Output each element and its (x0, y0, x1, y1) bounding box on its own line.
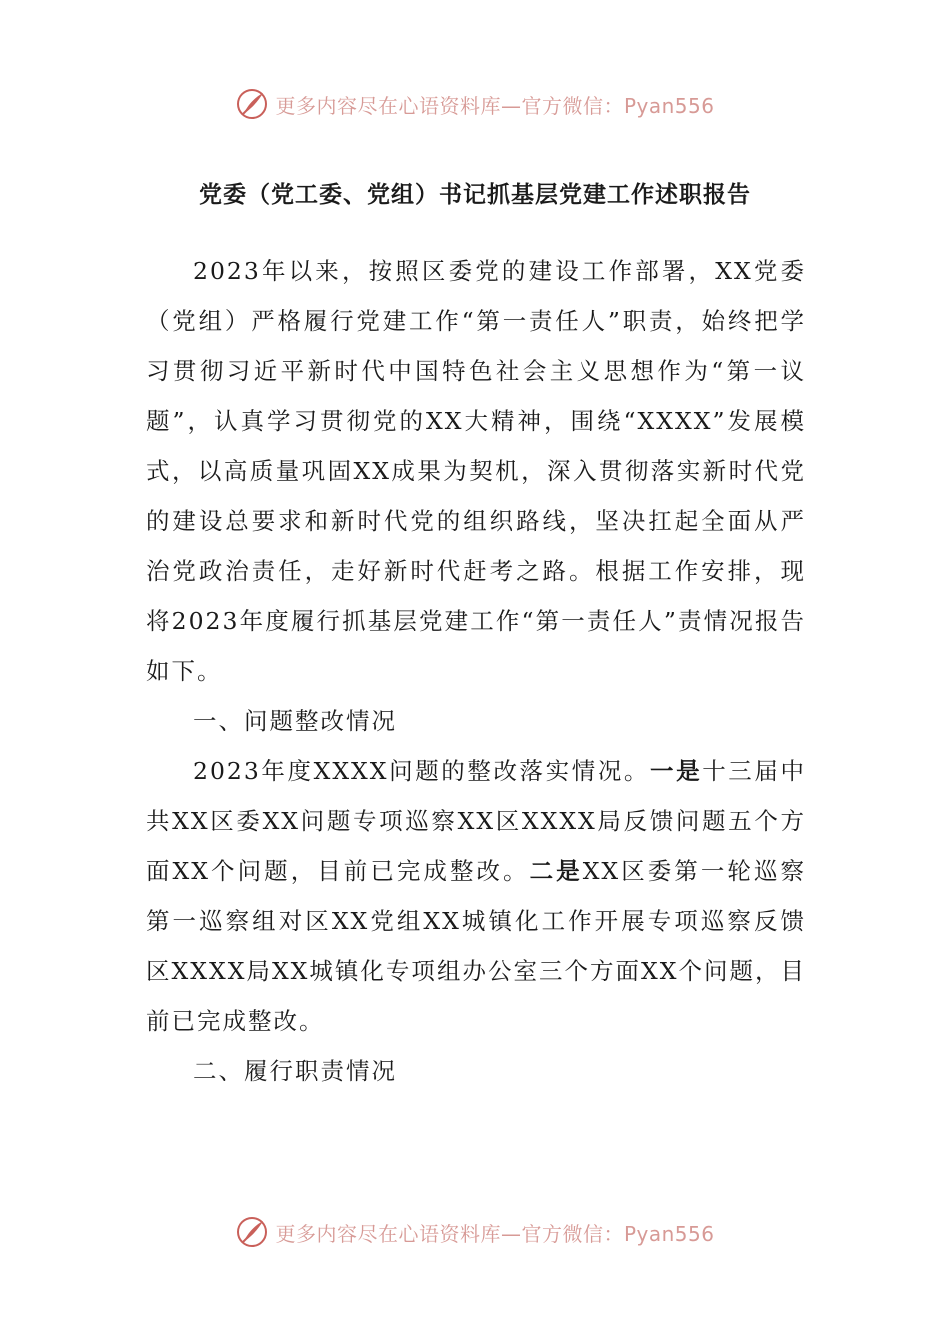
watermark-footer (0, 1212, 950, 1252)
intro-paragraph: 2023年以来，按照区委党的建设工作部署，XX党委（党组）严格履行党建工作“第一责任人”职责，始终把学习贯彻习近平新时代中国特色社会主义思想作为“第一议题”，认真学习贯彻党的XX大精神，围绕“XXXX”发展模式，以高质量巩固XX成果为契机，深入贯彻落实新时代党的建设总要求和新时代党的组织路线，坚决扛起全面从严治党政治责任，走好新时代赶考之路。根据工作安排，现将2023年度履行抓基层党建工作“第一责任人”责情况报告如下。 (146, 257, 806, 685)
quill-pen-icon (235, 87, 269, 121)
point2-text: XX区委第一轮巡察第一巡察组对区XX党组XX城镇化工作开展专项巡察反馈区XXXX局XX城镇化专项组办公室三个方面XX个问题，目前已完成整改。 (146, 857, 806, 1035)
section1-lead: 2023年度XXXX问题的整改落实情况。 (193, 757, 651, 785)
section-heading-2: 二、履行职责情况 (193, 1057, 397, 1085)
document-body (146, 246, 806, 1096)
watermark-header (0, 84, 950, 124)
document-title: 党委（党工委、党组）书记抓基层党建工作述职报告 (199, 181, 751, 208)
point2-label: 二是 (529, 857, 583, 885)
section1-paragraph (146, 746, 806, 1046)
watermark-text: 更多内容尽在心语资料库—官方微信：Pyan556 (275, 1221, 715, 1246)
quill-pen-icon (235, 1215, 269, 1249)
point1-label: 一是 (650, 757, 703, 785)
watermark-text: 更多内容尽在心语资料库—官方微信：Pyan556 (275, 93, 715, 118)
section-heading-1: 一、问题整改情况 (193, 707, 397, 735)
point1-text: 十三届中共XX区委XX问题专项巡察XX区XXXX局反馈问题五个方面XX个问题，目前已完成整改。 (146, 757, 806, 885)
